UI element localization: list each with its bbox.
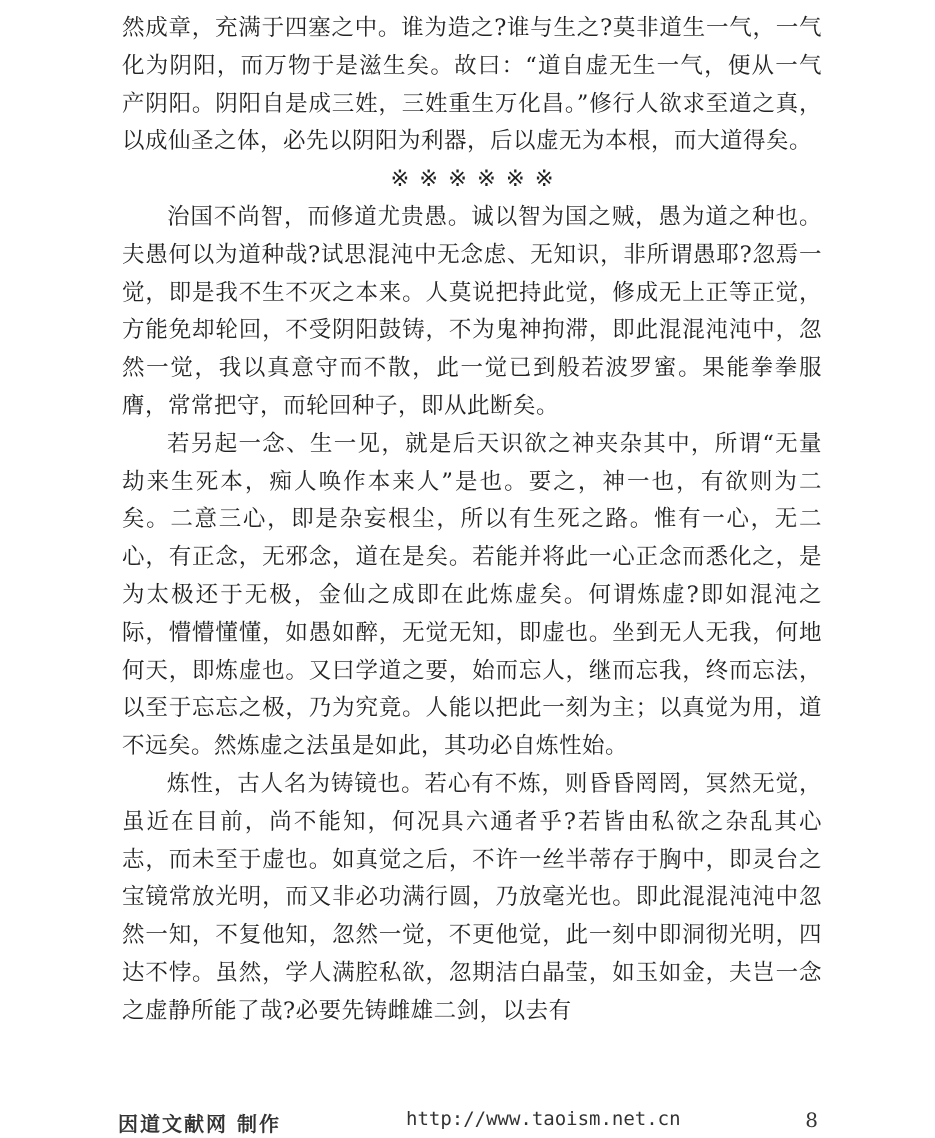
paragraph-continued: 然成章，充满于四塞之中。谁为造之?谁与生之?莫非道生一气，一气化为阴阳，而万物于是滋生矣。故曰：“道自虚无生一气，便从一气产阴阳。阴阳自是成三姓，三姓重生万化昌。”修行人欲求至道之真，以成仙圣之体，必先以阴阳为利器，后以虚无为本根，而大道得矣。 <box>122 15 822 155</box>
body-text <box>122 10 822 1031</box>
page-footer <box>118 1108 828 1138</box>
paragraph: 炼性，古人名为铸镜也。若心有不炼，则昏昏罔罔，冥然无觉，虽近在目前，尚不能知，何况具六通者乎?若皆由私欲之杂乱其心志，而未至于虚也。如真觉之后，不许一丝半蒂存于胸中，即灵台之宝镜常放光明，而又非必功满行圆，乃放毫光也。即此混混沌沌中忽然一知，不复他知，忽然一觉，不更他觉，此一刻中即洞彻光明，四达不悖。虽然，学人满腔私欲，忽期洁白晶莹，如玉如金，夫岂一念之虚静所能了哉?必要先铸雌雄二剑，以去有 <box>122 770 822 1024</box>
paragraph: 治国不尚智，而修道尤贵愚。诚以智为国之贼，愚为道之种也。夫愚何以为道种哉?试思混沌中无念虑、无知识，非所谓愚耶?忽焉一觉，即是我不生不灭之本来。人莫说把持此觉，修成无上正等正觉，方能免却轮回，不受阴阳鼓铸，不为鬼神拘滞，即此混混沌沌中，忽然一觉，我以真意守而不散，此一觉已到般若波罗蜜。果能拳拳服膺，常常把守，而轮回种子，即从此断矣。 <box>122 203 822 419</box>
paragraph: 若另起一念、生一见，就是后天识欲之神夹杂其中，所谓“无量劫来生死本，痴人唤作本来人”是也。要之，神一也，有欲则为二矣。二意三心，即是杂妄根尘，所以有生死之路。惟有一心，无二心，有正念，无邪念，道在是矣。若能并将此一心正念而悉化之，是为太极还于无极，金仙之成即在此炼虚矣。何谓炼虚?即如混沌之际，懵懵懂懂，如愚如醉，无觉无知，即虚也。坐到无人无我，何地何天，即炼虚也。又曰学道之要，始而忘人，继而忘我，终而忘法，以至于忘忘之极，乃为究竟。人能以把此一刻为主；以真觉为用，道不远矣。然炼虚之法虽是如此，其功必自炼性始。 <box>122 430 822 760</box>
section-divider: ※※※※※※ <box>390 166 564 193</box>
footer-url: http://www.taoism.net.cn <box>406 1108 681 1130</box>
page-number: 8 <box>805 1108 818 1132</box>
footer-source: 因道文献网 制作 <box>118 1112 281 1136</box>
